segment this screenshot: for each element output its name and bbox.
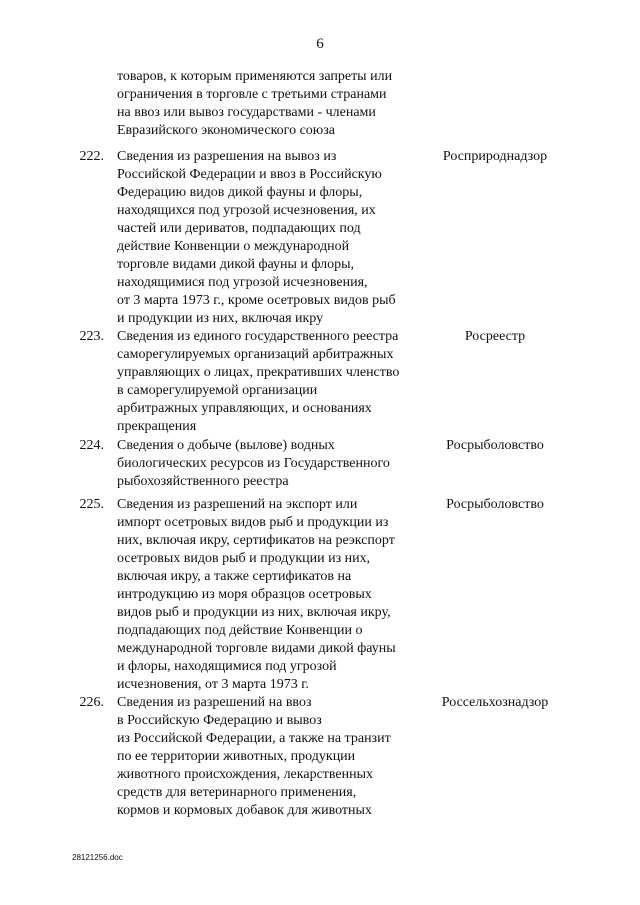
text-line: из Российской Федерации, а также на транзит	[117, 731, 391, 746]
text-line: находящихся под угрозой исчезновения, их	[117, 203, 376, 218]
text-line: действие Конвенции о международной	[117, 239, 350, 254]
text-line: импорт осетровых видов рыб и продукции из	[117, 515, 389, 530]
text-line: на ввоз или вывоз государствами - членами	[117, 105, 376, 120]
entry-number: 225.	[79, 497, 104, 512]
text-line: международной торговле видами дикой фауны	[117, 641, 396, 656]
text-line: саморегулируемых организаций арбитражных	[117, 347, 394, 362]
entry-agency: Росприроднадзор	[442, 149, 548, 164]
page-number: 6	[316, 36, 324, 52]
text-line: биологических ресурсов из Государственного	[117, 456, 390, 471]
text-line: арбитражных управляющих, и основаниях	[117, 401, 372, 416]
entry-number: 222.	[79, 149, 104, 164]
text-line: животного происхождения, лекарственных	[117, 767, 374, 782]
entry-agency: Росрыболовство	[446, 438, 544, 453]
text-line: прекращения	[117, 419, 197, 434]
continuation-text	[117, 68, 423, 140]
text-line: Сведения из единого государственного реестра	[117, 329, 399, 344]
entry-text	[117, 694, 423, 820]
text-line: Российской Федерации и ввоз в Российскую	[117, 167, 382, 182]
entry-number: 226.	[79, 695, 104, 710]
text-line: Сведения из разрешения на вывоз из	[117, 149, 337, 164]
entry-text	[117, 148, 423, 328]
text-line: по ее территории животных, продукции	[117, 749, 356, 764]
text-line: кормов и кормовых добавок для животных	[117, 803, 372, 818]
text-line: Евразийского экономического союза	[117, 123, 335, 138]
text-line: Федерацию видов дикой фауны и флоры,	[117, 185, 363, 200]
text-line: находящимися под угрозой исчезновения,	[117, 275, 368, 290]
text-line: в саморегулируемой организации	[117, 383, 318, 398]
text-line: частей или дериватов, подпадающих под	[117, 221, 361, 236]
entry-number: 223.	[79, 329, 104, 344]
text-line: от 3 марта 1973 г., кроме осетровых видов рыб	[117, 293, 396, 308]
entry-agency: Росреестр	[464, 329, 526, 344]
text-line: осетровых видов рыб и продукции из них,	[117, 551, 371, 566]
text-line: и продукции из них, включая икру	[117, 311, 324, 326]
text-line: них, включая икру, сертификатов на реэкспорт	[117, 533, 395, 548]
entry-text	[117, 496, 423, 694]
text-line: ограничения в торговле с третьими странами	[117, 87, 387, 102]
text-line: Сведения о добыче (вылове) водных	[117, 438, 335, 453]
entry-number: 224.	[79, 438, 104, 453]
text-line: управляющих о лицах, прекративших членство	[117, 365, 400, 380]
text-line: подпадающих под действие Конвенции о	[117, 623, 363, 638]
text-line: включая икру, а также сертификатов на	[117, 569, 352, 584]
entry-text	[117, 437, 423, 491]
text-line: товаров, к которым применяются запреты или	[117, 69, 393, 84]
text-line: торговле видами дикой фауны и флоры,	[117, 257, 355, 272]
footer-filename: 28121256.doc	[72, 853, 123, 862]
entry-text	[117, 328, 423, 436]
text-line: исчезновения, от 3 марта 1973 г.	[117, 677, 309, 692]
text-line: рыбохозяйственного реестра	[117, 474, 289, 489]
text-line: видов рыб и продукции из них, включая икру,	[117, 605, 391, 620]
text-line: интродукцию из моря образцов осетровых	[117, 587, 372, 602]
text-line: средств для ветеринарного применения,	[117, 785, 357, 800]
entry-agency: Росрыболовство	[446, 497, 544, 512]
entry-agency: Россельхознадзор	[441, 695, 549, 710]
text-line: Сведения из разрешений на экспорт или	[117, 497, 358, 512]
text-line: Сведения из разрешений на ввоз	[117, 695, 312, 710]
text-line: в Российскую Федерацию и вывоз	[117, 713, 322, 728]
text-line: и флоры, находящимися под угрозой	[117, 659, 337, 674]
